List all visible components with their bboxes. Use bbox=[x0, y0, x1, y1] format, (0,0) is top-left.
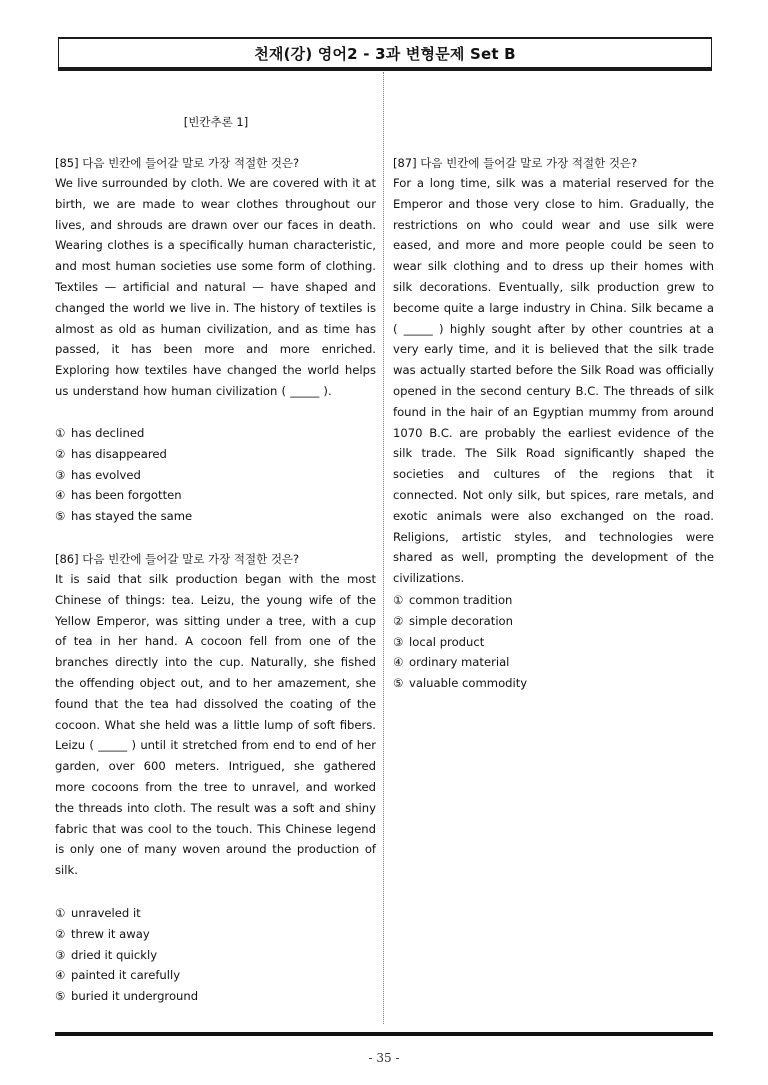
option-item[interactable]: ③ dried it quickly bbox=[55, 947, 158, 962]
question-86-options bbox=[55, 903, 198, 1007]
question-86-passage: It is said that silk production began with the most Chinese of things: tea. Leizu, the young wife of the Yellow Emperor, was sitting under a tree, with a cup of tea in her hand. A cocoon fell from one of the branches directly into the cup. Naturally, she fished the offending object out, and to her amazement, she found that the tea had dissolved the coating of the cocoon. What she held was a little lump of soft fibers. Leizu ( _____ ) until it stretched from end to end of her garden, over 600 meters. Intrigued, she gathered more cocoons from the tree to unravel, and worked the threads into cloth. The result was a soft and shiny fabric that was cool to the touch. This Chinese legend is only one of many woven around the production of silk. bbox=[55, 572, 376, 878]
option-item[interactable]: ④ painted it carefully bbox=[55, 968, 181, 983]
question-87-options bbox=[393, 590, 527, 694]
option-item[interactable]: ⑤ valuable commodity bbox=[393, 676, 528, 691]
question-85-passage: We live surrounded by cloth. We are covered with it at birth, we are made to wear clothes throughout our lives, and shrouds are drawn over our faces in death. Wearing clothes is a specifically human characteristic, and most human societies use some form of clothing. Textiles — artificial and natural — have shaped and changed the world we live in. The history of textiles is almost as old as human civilization, and as time has passed, it has been more and more enriched. Exploring how textiles have changed the world helps us understand how human civilization ( _____ ). bbox=[55, 176, 376, 398]
footer-rule bbox=[55, 1032, 713, 1036]
question-87-passage: For a long time, silk was a material reserved for the Emperor and those very close to him. Gradually, the restrictions on who could wear and use silk were eased, and more and more people could be seen to wear silk clothing and to dress up their homes with silk decorations. Eventually, silk production grew to become quite a large industry in China. Silk became a ( _____ ) highly sought after by other countries at a very early time, and it is believed that the silk trade was actually started before the Silk Road was officially opened in the second century B.C. The threads of silk found in the hair of an Egyptian mummy from around 1070 B.C. are probably the earliest evidence of the silk trade. The Silk Road significantly shaped the societies and cultures of the regions that it connected. Not only silk, but spices, rare metals, and exotic animals were also exchanged on the road. Religions, artistic styles, and technologies were shared as well, prompting the development of the civilizations. bbox=[393, 176, 714, 586]
option-item[interactable]: ① common tradition bbox=[393, 593, 513, 607]
option-item[interactable]: ① has declined bbox=[55, 426, 145, 440]
option-item[interactable]: ④ has been forgotten bbox=[55, 488, 182, 503]
option-item[interactable]: ② has disappeared bbox=[55, 446, 167, 461]
column-divider bbox=[383, 72, 384, 1024]
option-item[interactable]: ① unraveled it bbox=[55, 906, 141, 920]
section-label: [빈칸추론 1] bbox=[183, 115, 249, 129]
option-item[interactable]: ③ local product bbox=[393, 634, 485, 649]
question-85-options bbox=[55, 423, 192, 527]
question-87-heading: [87] 다음 빈칸에 들어갈 말로 가장 적절한 것은? bbox=[393, 156, 638, 170]
page-title: 천재(강) 영어2 - 3과 변형문제 Set B bbox=[58, 37, 712, 71]
option-item[interactable]: ⑤ has stayed the same bbox=[55, 509, 193, 524]
question-85-heading: [85] 다음 빈칸에 들어갈 말로 가장 적절한 것은? bbox=[55, 156, 300, 170]
option-item[interactable]: ④ ordinary material bbox=[393, 655, 510, 670]
option-item[interactable]: ⑤ buried it underground bbox=[55, 989, 199, 1004]
question-86-heading: [86] 다음 빈칸에 들어갈 말로 가장 적절한 것은? bbox=[55, 552, 300, 566]
option-item[interactable]: ③ has evolved bbox=[55, 467, 141, 482]
option-item[interactable]: ② threw it away bbox=[55, 926, 150, 941]
option-item[interactable]: ② simple decoration bbox=[393, 613, 513, 628]
page-number: - 35 - bbox=[368, 1051, 400, 1065]
